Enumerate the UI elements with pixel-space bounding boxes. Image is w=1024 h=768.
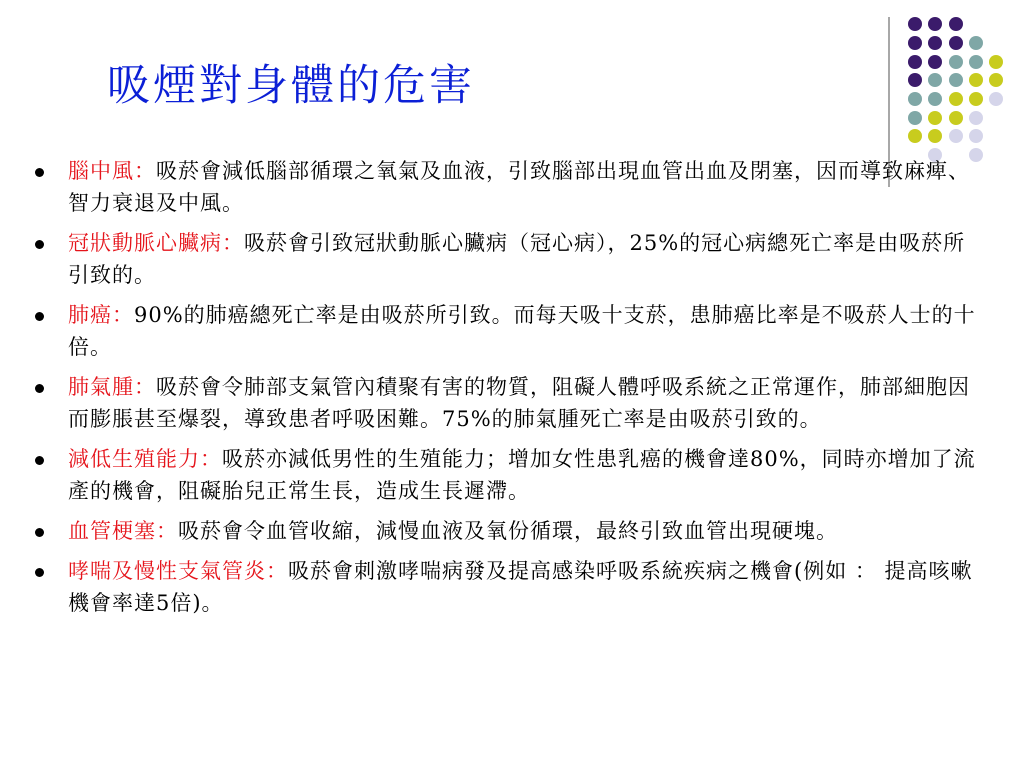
decor-dot bbox=[908, 111, 922, 125]
decor-dot bbox=[949, 129, 963, 143]
decor-dot bbox=[928, 36, 942, 50]
bullet-term: 血管梗塞： bbox=[68, 519, 178, 543]
bullet-dot bbox=[35, 528, 44, 537]
decor-dot bbox=[969, 111, 983, 125]
decor-dot bbox=[928, 73, 942, 87]
bullet-item-coronary-heart-disease bbox=[33, 227, 978, 291]
decor-dot bbox=[928, 55, 942, 69]
decor-dot bbox=[989, 73, 1003, 87]
decor-dot bbox=[908, 129, 922, 143]
decor-dot bbox=[989, 92, 1003, 106]
decor-dot bbox=[949, 111, 963, 125]
decor-dot bbox=[949, 73, 963, 87]
bullet-list bbox=[33, 155, 978, 627]
decor-dot bbox=[908, 36, 922, 50]
decor-dot bbox=[908, 73, 922, 87]
bullet-text: 吸菸會刺激哮喘病發及提高感染呼吸系統疾病之機會(例如 ： 提高咳嗽機會率達5倍)。 bbox=[68, 559, 973, 615]
decor-dot bbox=[989, 55, 1003, 69]
decor-dot bbox=[928, 17, 942, 31]
bullet-dot bbox=[35, 240, 44, 249]
decor-dot bbox=[969, 73, 983, 87]
bullet-term: 減低生殖能力： bbox=[68, 447, 222, 471]
bullet-dot bbox=[35, 384, 44, 393]
decor-dot bbox=[969, 129, 983, 143]
bullet-item-emphysema bbox=[33, 371, 978, 435]
decor-dot bbox=[949, 17, 963, 31]
bullet-term: 冠狀動脈心臟病： bbox=[68, 231, 244, 255]
bullet-term: 肺氣腫： bbox=[68, 375, 156, 399]
bullet-item-vascular-occlusion bbox=[33, 515, 978, 547]
bullet-text: 吸菸會引致冠狀動脈心臟病（冠心病），25%的冠心病總死亡率是由吸菸所引致的。 bbox=[68, 231, 966, 287]
bullet-dot bbox=[35, 168, 44, 177]
bullet-dot bbox=[35, 568, 44, 577]
slide-title: 吸煙對身體的危害 bbox=[107, 61, 475, 111]
decor-dot bbox=[969, 36, 983, 50]
decor-dot bbox=[949, 36, 963, 50]
decor-dot bbox=[969, 92, 983, 106]
bullet-dot bbox=[35, 312, 44, 321]
bullet-term: 腦中風： bbox=[68, 159, 156, 183]
decor-dot bbox=[908, 92, 922, 106]
decor-dot bbox=[949, 92, 963, 106]
bullet-term: 肺癌： bbox=[68, 303, 134, 327]
bullet-item-fertility bbox=[33, 443, 978, 507]
bullet-text: 吸菸會令肺部支氣管內積聚有害的物質，阻礙人體呼吸系統之正常運作，肺部細胞因而膨脹甚至爆裂，導致患者呼吸困難。75%的肺氣腫死亡率是由吸菸引致的。 bbox=[68, 375, 970, 431]
decor-dot bbox=[928, 129, 942, 143]
decor-dot bbox=[908, 55, 922, 69]
decor-dot bbox=[928, 111, 942, 125]
bullet-text: 吸菸會減低腦部循環之氧氣及血液，引致腦部出現血管出血及閉塞，因而導致麻痺、智力衰退及中風。 bbox=[68, 159, 970, 215]
decor-dot bbox=[969, 55, 983, 69]
bullet-item-stroke bbox=[33, 155, 978, 219]
bullet-term: 哮喘及慢性支氣管炎： bbox=[68, 559, 288, 583]
bullet-text: 90%的肺癌總死亡率是由吸菸所引致。而每天吸十支菸，患肺癌比率是不吸菸人士的十倍。 bbox=[68, 303, 976, 359]
decor-dot bbox=[949, 55, 963, 69]
bullet-text: 吸菸會令血管收縮，減慢血液及氧份循環，最終引致血管出現硬塊。 bbox=[178, 519, 838, 543]
bullet-text: 吸菸亦減低男性的生殖能力；增加女性患乳癌的機會達80%，同時亦增加了流產的機會，阻礙胎兒正常生長，造成生長遲滯。 bbox=[68, 447, 976, 503]
decor-dot bbox=[928, 92, 942, 106]
bullet-dot bbox=[35, 456, 44, 465]
bullet-item-lung-cancer bbox=[33, 299, 978, 363]
decor-dot bbox=[908, 17, 922, 31]
bullet-item-asthma-bronchitis bbox=[33, 555, 978, 619]
